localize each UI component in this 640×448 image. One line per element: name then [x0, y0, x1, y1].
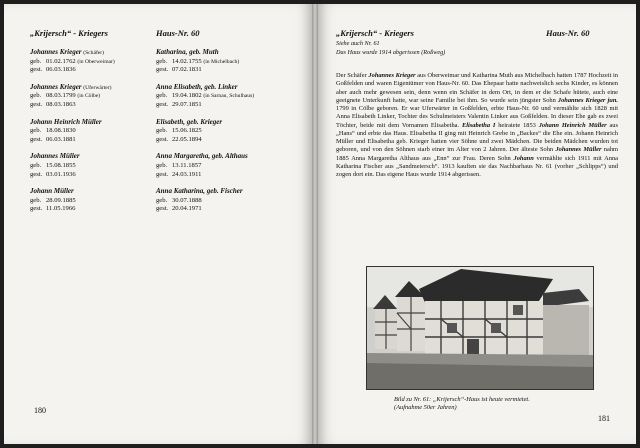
left-column-men	[30, 48, 154, 222]
date-label: geb.	[156, 161, 168, 169]
date-label: geb.	[30, 127, 42, 135]
left-page	[4, 4, 312, 444]
date-label: gest.	[156, 170, 169, 178]
date-value: 18.08.1830	[46, 127, 76, 135]
person-name: Katharina, geb. Muth	[156, 48, 219, 56]
text-segment: Der Schäfer	[336, 72, 369, 79]
birth-line	[156, 162, 306, 171]
person-name: Anna Katharina, geb. Fischer	[156, 187, 243, 196]
death-line	[30, 171, 154, 180]
person-name: Johann Müller	[30, 187, 74, 196]
date-label: geb.	[30, 196, 42, 204]
date-label: gest.	[30, 100, 43, 108]
death-line	[30, 101, 154, 110]
caption-line-1: Bild zu Nr. 61: „Krijersch“-Haus ist heute vermietet.	[394, 396, 530, 403]
right-page	[318, 4, 636, 444]
death-line	[156, 66, 306, 75]
date-value: 06.03.1836	[46, 66, 76, 74]
date-label: geb.	[30, 161, 42, 169]
person-highlight: Elisabetha I	[461, 121, 496, 129]
birth-line	[30, 92, 154, 101]
date-value: 06.03.1881	[46, 135, 76, 143]
death-line	[156, 101, 306, 110]
right-title-house: Haus-Nr. 60	[546, 28, 590, 38]
genealogy-entry	[30, 187, 154, 214]
date-label: geb.	[156, 57, 168, 65]
date-value: 14.02.1755	[172, 57, 202, 65]
date-value: 19.04.1802	[172, 92, 202, 100]
person-name-line	[156, 48, 306, 58]
person-name-line	[156, 152, 306, 162]
date-value: 08.03.1863	[46, 100, 76, 108]
page-number-right: 181	[598, 414, 610, 423]
date-value: 15.06.1825	[172, 127, 202, 135]
birth-line	[156, 197, 306, 206]
person-highlight: Johann	[513, 154, 534, 162]
birth-line	[30, 162, 154, 171]
date-label: gest.	[30, 66, 43, 74]
person-name-line	[30, 152, 154, 162]
date-label: gest.	[156, 135, 169, 143]
person-name-line	[156, 118, 306, 128]
date-value: 24.03.1911	[172, 170, 202, 178]
death-line	[156, 136, 306, 145]
death-line	[156, 205, 306, 214]
history-paragraph	[336, 72, 618, 179]
place-note: (in Cölbe)	[77, 93, 101, 100]
person-name-line	[30, 187, 154, 197]
genealogy-entry	[30, 152, 154, 179]
date-label: geb.	[156, 127, 168, 135]
text-segment: aus „Hans“ und erbte das Haus. Elisabetha II ging mit Heinrich Grebe in „Backes“ die Ehe ein. Johann Heinrich Müller und Elisabetha geb. Krieger hatten vier Söhne und zwei Mädchen. Die beiden Mädchen wurden tot geboren, und von den Söhnen starb einer im Alter von 2 Jahren. Der älteste Sohn	[336, 121, 618, 154]
date-value: 01.02.1762	[46, 57, 76, 65]
birth-line	[156, 127, 306, 136]
left-title-family: „Krijersch“ - Kriegers	[30, 28, 108, 38]
person-name: Johannes Müller	[30, 152, 80, 161]
birth-line	[30, 197, 154, 206]
text-segment: heiratete 1853	[495, 121, 539, 129]
person-name: Anna Margaretha, geb. Althaus	[156, 152, 248, 161]
genealogy-entry	[156, 48, 306, 75]
death-line	[156, 171, 306, 180]
place-note: (in Oberweimar)	[77, 58, 115, 65]
person-highlight: Johannes Krieger jun.	[557, 96, 618, 104]
date-label: gest.	[30, 205, 43, 213]
date-label: gest.	[156, 205, 169, 213]
person-name-line	[156, 83, 306, 93]
date-value: 30.07.1888	[172, 196, 202, 204]
person-name: Anna Elisabeth, geb. Linker	[156, 82, 238, 91]
genealogy-entry	[156, 152, 306, 179]
person-highlight: Johannes Müller	[555, 146, 602, 154]
person-name: Johann Heinrich Müller	[30, 117, 102, 126]
left-column-women	[156, 48, 306, 222]
date-label: gest.	[156, 66, 169, 74]
text-segment: 1799 in Cölbe geboren. Er war Uferwärter in Goßfelden, erbte Haus-Nr. 60 und vermählte sich 1828 mit Anna Elisabeth Linker, Tochter des Schulmeisters Valentin Linker aus Goßfelden. In dieser Ehe gab es zwei Töchter, beide mit dem Vornamen Elisabetha.	[336, 105, 618, 129]
birth-line	[30, 127, 154, 136]
death-line	[30, 205, 154, 214]
person-highlight: Johann Heinrich Müller	[538, 121, 607, 129]
person-highlight: Johannes Krieger	[368, 72, 416, 79]
death-line	[30, 136, 154, 145]
place-note: (in Sarnau, Schulhaus)	[203, 93, 255, 100]
caption-line-2: (Aufnahme 50er Jahren)	[394, 404, 457, 411]
person-occupation: (Schäfer)	[83, 50, 105, 56]
date-label: geb.	[30, 57, 42, 65]
house-photo-drawing	[367, 267, 594, 390]
date-label: gest.	[30, 170, 43, 178]
date-label: gest.	[30, 135, 43, 143]
right-title-family: „Krijersch“ - Kriegers	[336, 28, 414, 38]
date-value: 03.01.1936	[46, 170, 76, 178]
date-label: geb.	[156, 196, 168, 204]
genealogy-entry	[30, 83, 154, 110]
person-name: Elisabeth, geb. Krieger	[156, 117, 223, 126]
photo-caption	[394, 396, 614, 412]
house-photo	[366, 266, 594, 390]
place-note: (in Michelbach)	[203, 58, 240, 65]
person-name-line	[156, 187, 306, 197]
date-label: geb.	[156, 92, 168, 100]
death-line	[30, 66, 154, 75]
subtitle-demolished: Das Haus wurde 1914 abgerissen (Roßweg)	[336, 49, 446, 56]
left-title-house: Haus-Nr. 60	[156, 28, 200, 38]
genealogy-entry	[156, 118, 306, 145]
date-value: 08.03.1799	[46, 92, 76, 100]
person-name-line	[30, 118, 154, 128]
person-occupation: (Uferwärter)	[83, 84, 112, 91]
date-value: 07.02.1831	[172, 66, 202, 74]
genealogy-entry	[156, 83, 306, 110]
date-value: 11.05.1966	[46, 205, 76, 213]
date-value: 20.04.1971	[172, 205, 202, 213]
genealogy-entry	[30, 118, 154, 145]
date-value: 29.07.1851	[172, 100, 202, 108]
page-number-left: 180	[34, 406, 46, 415]
date-label: geb.	[30, 92, 42, 100]
person-name: Johannes Krieger	[30, 82, 82, 91]
date-value: 28.09.1885	[46, 196, 76, 204]
text-segment: aus Oberweimar und Katharina Muth aus Michelbach hatten 1787 Hochzeit in Goßfelden und waren Eigentümer von Haus-Nr. 60. Das Ehepaar hatte nachweislich sechs Kinder, es können aber auch mehr gewesen sein, denn wenn ein Schäfer in dem Ort, in dem er die Schafe hütete, auch eine geeignete Unterkunft hatte, war seine Familie bei ihm. So wurde sein jüngster Sohn	[336, 72, 618, 104]
person-name-line	[30, 83, 154, 93]
birth-line	[156, 58, 306, 67]
genealogy-entry	[156, 187, 306, 214]
date-value: 15.08.1855	[46, 161, 76, 169]
date-value: 22.05.1894	[172, 135, 202, 143]
text-segment: nahm 1885 Anna Margaretha Althaus aus „Enn“ zur Frau. Deren Sohn	[336, 146, 619, 162]
person-name: Johannes Krieger	[30, 48, 82, 56]
date-value: 13.11.1857	[172, 161, 202, 169]
birth-line	[30, 58, 154, 67]
subtitle-see-also: Siehe auch Nr. 61	[336, 40, 380, 47]
person-name-line	[30, 48, 154, 58]
date-label: gest.	[156, 100, 169, 108]
text-segment: vermählte sich 1911 mit Anna Katharina Fischer aus „Sandmeiersch“. 1913 kauften sie das Nachbarhaus Nr. 61 (vorher „Schlipps“) und zogen dort ein. Das eigene Haus wurde 1914 abgerissen.	[336, 154, 618, 178]
birth-line	[156, 92, 306, 101]
genealogy-entry	[30, 48, 154, 75]
